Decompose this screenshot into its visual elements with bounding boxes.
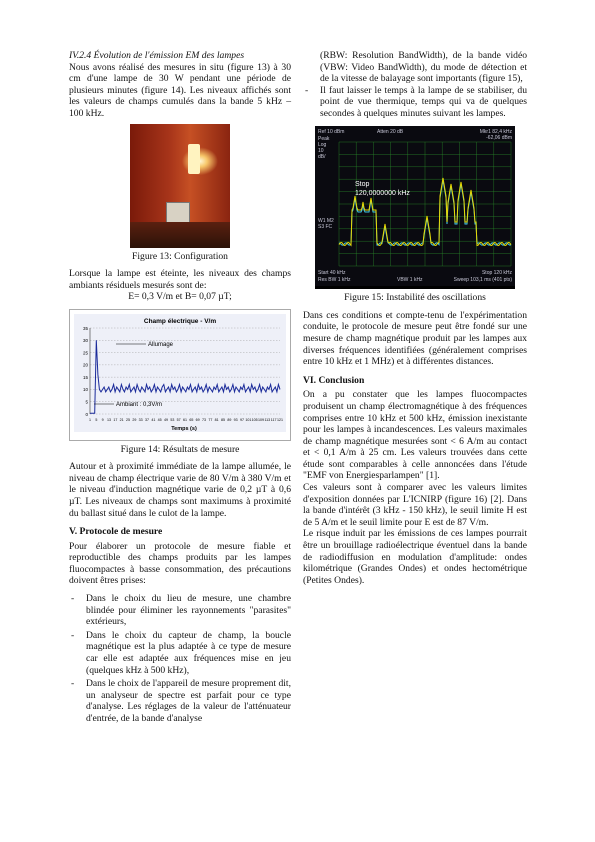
figure-14-chart <box>69 309 291 441</box>
y-tick-label: 25 <box>82 350 88 356</box>
x-tick-label: 9 <box>101 417 104 422</box>
detector-label: Peak <box>318 135 330 142</box>
x-tick-label: 89 <box>227 417 232 422</box>
paragraph: Dans ces conditions et compte-tenu de l'expérimentation conduite, le protocole de mesure peut être fondé sur une mesure de champ magnétique produit par les lampes aux diverses fréquences identifiées (généralement comprises entre 10 kHz et 1 MHz) et à différentes distances. <box>303 309 527 368</box>
marker-level: -62,06 dBm <box>486 134 512 141</box>
scale-label: Log <box>318 141 327 148</box>
paragraph: On a pu constater que les lampes fluocompactes produisent un champ électromagnétique à des fréquences comprises entre 10 kHz et 500 kHz, émission inexistante pour les lampes à incandescences. Les valeurs maximales de champ magnétique mesurées sont < 6 A/m au contact et < 0,1 A/m à 25 cm. Les valeurs trouvées dans cette étude sont comparables à celle annoncées dans l'étude "EMF von Energiesparlampen" [1]. <box>303 389 527 482</box>
stop-frequency: Stop 120 kHz <box>481 269 512 276</box>
x-tick-label: 97 <box>240 417 244 422</box>
paragraph: Ces valeurs sont à comparer avec les valeurs limites d'exposition données par L'ICNIRP (figure 16) [2]. Dans la bande d'intérêt (3 kHz - 150 kHz), le seuil limite H est de 5 A/m et le seuil limite pour E est de 87 V/m. <box>303 482 527 528</box>
section-heading-v: V. Protocole de mesure <box>69 526 163 538</box>
paragraph: Pour élaborer un protocole de mesure fiable et reproductible des champs produits par les lampes fluocompactes à basse consommation, des précautions doivent êtres prises: <box>69 540 291 587</box>
x-tick-label: 121 <box>277 417 283 422</box>
start-frequency: Start 40 kHz <box>318 269 346 276</box>
x-tick-label: 29 <box>132 417 137 422</box>
figure-15-caption: Figure 15: Instabilité des oscillations <box>344 292 486 304</box>
x-tick-label: 65 <box>189 417 194 422</box>
x-tick-label: 41 <box>151 417 156 422</box>
x-tick-label: 5 <box>95 417 98 422</box>
x-tick-label: 105 <box>251 417 258 422</box>
x-tick-label: 53 <box>170 417 175 422</box>
x-tick-label: 113 <box>264 417 271 422</box>
list-item: - Dans le choix du lieu de mesure, une chambre blindée pour éliminer les rayonnements "parasites" extérieurs, <box>69 593 291 628</box>
y-tick-label: 0 <box>85 411 88 417</box>
lamp-shape <box>188 144 200 174</box>
x-tick-label: 85 <box>221 417 225 422</box>
list-item: - Dans le choix de l'appareil de mesure proprement dit, un analyseur de spectre est parfait pour ce type d'analyse. Les réglages de la valeur de l'atténuateur d'entrée, de la bande d'analyse <box>69 678 291 724</box>
resolution-bandwidth: Res BW 1 kHz <box>318 276 351 283</box>
x-tick-label: 21 <box>119 417 124 422</box>
right-column <box>303 50 527 586</box>
y-tick-label: 15 <box>82 374 88 380</box>
precautions-list <box>69 593 291 725</box>
marker-stop-label: Stop <box>355 180 370 188</box>
trace-label-1: W1 M2 <box>318 217 334 224</box>
list-item: - Dans le choix du capteur de champ, la boucle magnétique est la plus adaptée à ce type de mesure car elle est adaptée aux fréquences mise en jeu (quelques kHz à 500 kHz), <box>69 630 291 676</box>
y-tick-label: 20 <box>82 362 88 368</box>
paragraph: Nous avons réalisé des mesures in situ (figure 13) à 30 cm d'une lampe de 30 W pendant une période de plusieurs minutes (figure 14). Les niveaux affichés sont les valeurs de champs cumulés dans la bande 5 kHz – 100 kHz. <box>69 61 291 119</box>
figure-15-spectrum <box>315 126 515 290</box>
chart-background <box>74 314 286 432</box>
scale-value: 10 <box>318 147 324 154</box>
annotation-ambiant: Ambiant : 0,3V/m <box>116 401 163 408</box>
x-tick-label: 109 <box>258 417 264 422</box>
figure-13-photo <box>130 124 230 248</box>
scale-unit: dB/ <box>318 153 326 160</box>
paragraph: Lorsque la lampe est éteinte, les niveaux des champs ambiants résiduels mesurés sont de: <box>69 268 291 291</box>
x-tick-label: 49 <box>164 417 168 422</box>
list-item-continued: (RBW: Resolution BandWidth), de la bande vidéo (VBW: Video BandWidth), du mode de détection et de la vitesse de balayage sont importants (figure 15), <box>320 50 527 85</box>
x-tick-label: 117 <box>270 417 277 422</box>
x-tick-label: 37 <box>145 417 149 422</box>
figure-13-caption: Figure 13: Configuration <box>132 250 228 262</box>
marker-stop-value: 120,0000000 kHz <box>355 189 410 197</box>
x-tick-label: 33 <box>138 417 143 422</box>
x-tick-label: 101 <box>245 417 252 422</box>
y-tick-label: 10 <box>82 387 88 393</box>
paragraph: Autour et à proximité immédiate de la lampe allumée, le niveau de champ électrique varie de 80 V/m à 380 V/m et le niveau d'induction magnétique varie de 0,2 µT à 0,6 µT. Les niveaux de champs sont maximums à proximité du ballast situé dans le culot de la lampe. <box>69 461 291 519</box>
trace-label-2: S3 FC <box>318 223 333 230</box>
y-tick-label: 35 <box>82 325 88 331</box>
spectrum-svg <box>315 126 515 286</box>
annotation-allumage: Allumage <box>148 341 174 348</box>
x-tick-label: 81 <box>214 417 219 422</box>
ambient-values: E= 0,3 V/m et B= 0,07 µT; <box>128 291 232 303</box>
x-tick-label: 61 <box>183 417 187 422</box>
paragraph: Le risque induit par les émissions de ces lampes pourrait être un brouillage radioélectrique éventuel dans la bande de radiodiffusion en modulation d'amplitude: ondes kilométrique (Grandes Ondes) et ondes hectométrique (Petites Ondes). <box>303 528 527 586</box>
left-column <box>69 50 291 727</box>
chart-svg <box>74 314 286 432</box>
precautions-list-continued <box>303 85 527 120</box>
floor-shape <box>130 222 230 248</box>
section-heading-iv24: IV.2.4 Évolution de l'émission EM des lampes <box>69 50 245 61</box>
x-tick-label: 45 <box>157 417 162 422</box>
attenuation: Atten 20 dB <box>377 128 404 135</box>
x-tick-label: 93 <box>233 417 238 422</box>
x-tick-label: 69 <box>195 417 200 422</box>
sweep-time: Sweep 103,1 ms (401 pts) <box>453 276 512 283</box>
video-bandwidth: VBW 1 kHz <box>397 276 423 283</box>
x-tick-label: 1 <box>89 417 91 422</box>
x-tick-label: 77 <box>208 417 213 422</box>
marker-frequency: Mkr1 82,4 kHz <box>479 128 512 135</box>
section-heading-vi: VI. Conclusion <box>303 374 365 386</box>
x-tick-label: 73 <box>202 417 206 422</box>
figure-14-caption: Figure 14: Résultats de mesure <box>120 443 240 455</box>
screen-background <box>315 126 515 286</box>
x-tick-label: 57 <box>176 417 181 422</box>
x-tick-label: 25 <box>126 417 130 422</box>
x-tick-label: 17 <box>113 417 118 422</box>
chart-title: Champ électrique - V/m <box>143 317 217 325</box>
list-item: - Il faut laisser le temps à la lampe de se stabiliser, du point de vue thermique, temps qui va de quelques secondes à quelques minutes suivant les lampes. <box>303 85 527 120</box>
x-tick-label: 13 <box>107 417 111 422</box>
y-tick-label: 5 <box>85 399 88 405</box>
y-tick-label: 30 <box>82 338 88 344</box>
x-axis-label: Temps (s) <box>171 425 197 432</box>
ref-level: Ref 10 dBm <box>318 128 345 135</box>
